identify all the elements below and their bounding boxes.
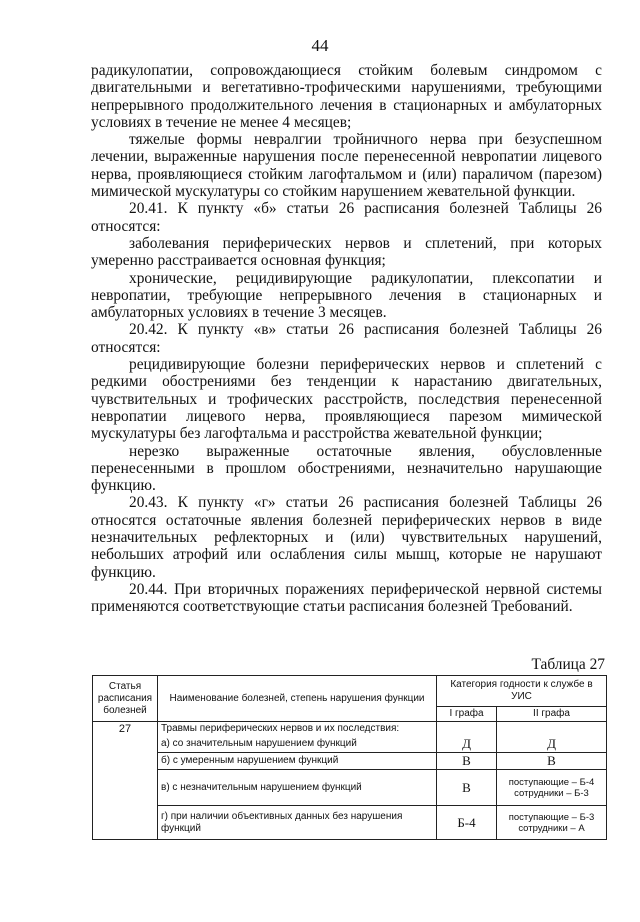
paragraph: тяжелые формы невралгии тройничного нерва при безуспешном лечении, выраженные нарушения после перенесенной невропатии лицевого нерва, проявляющиеся стойким лагофтальмом и (или) параличом (парезом) мимической мускулатуры со стойким нарушением жевательной функции. [91, 131, 602, 201]
paragraph: 20.44. При вторичных поражениях периферической нервной системы применяются соответствующие статьи расписания болезней Требований. [91, 580, 602, 616]
paragraph: радикулопатии, сопровождающиеся стойким болевым синдромом с двигательными и вегетативно-трофическими нарушениями, требующими непрерывного продолжительного лечения в стационарных и амбулаторных условиях в течение не менее 4 месяцев; [91, 62, 602, 131]
page-number: 44 [311, 36, 329, 55]
header-col-2: II графа [497, 707, 607, 722]
row-grade-1: Д [437, 737, 497, 753]
table-caption: Таблица 27 [531, 656, 605, 673]
header-article: Статья расписания болезней [93, 676, 158, 722]
table-header-row [93, 676, 607, 707]
row-name: а) со значительным нарушением функций [158, 737, 437, 753]
row-grade-1: В [437, 753, 497, 770]
header-col-1: I графа [437, 707, 497, 722]
row-name: в) с незначительным нарушением функций [158, 770, 437, 806]
header-disease-name: Наименование болезней, степень нарушения функции [158, 676, 437, 722]
table-row [93, 737, 607, 753]
paragraph: 20.41. К пункту «б» статьи 26 расписания болезней Таблицы 26 относятся: [91, 200, 602, 235]
table-row [93, 806, 607, 840]
header-category: Категория годности к службе в УИС [437, 676, 607, 707]
row-grade-1: Б-4 [437, 806, 497, 840]
row-name: г) при наличии объективных данных без нарушения функций [158, 806, 437, 840]
paragraph: рецидивирующие болезни периферических нервов и сплетений с редкими обострениями без тенденции к нарастанию двигательных, чувствительных и трофических расстройств, последствия перенесенной невропатии лицевого нерва, проявляющиеся парезом мимической мускулатуры без лагофтальма и расстройства жевательной функции; [91, 356, 602, 443]
row-name: б) с умеренным нарушением функций [158, 753, 437, 770]
paragraph: 20.43. К пункту «г» статьи 26 расписания болезней Таблицы 26 относятся остаточные явления болезней периферических нервов в виде незначительных рефлекторных и (или) чувствительных нарушений, небольших атрофий или ослабления силы мышц, которые не нарушают функцию. [91, 494, 602, 581]
row-grade-2: В [497, 753, 607, 770]
body-text [91, 62, 602, 616]
row-grade-2: Д [497, 737, 607, 753]
paragraph: 20.42. К пункту «в» статьи 26 расписания болезней Таблицы 26 относятся: [91, 321, 602, 356]
table-row [93, 753, 607, 770]
table-row [93, 770, 607, 806]
row-grade-2: поступающие – Б-4 сотрудники – Б-3 [497, 770, 607, 806]
paragraph: хронические, рецидивирующие радикулопатии, плексопатии и невропатии, требующие непрерывного лечения в стационарных и амбулаторных условиях в течение 3 месяцев. [91, 269, 602, 322]
row-grade-2: поступающие – Б-3 сотрудники – А [497, 806, 607, 840]
paragraph: заболевания периферических нервов и сплетений, при которых умеренно расстраивается основная функция; [91, 234, 602, 270]
fitness-table [92, 675, 607, 840]
group-title: Травмы периферических нервов и их последствия: [158, 722, 437, 737]
table-row [93, 722, 607, 737]
row-grade-1: В [437, 770, 497, 806]
article-number: 27 [93, 722, 158, 840]
paragraph: нерезко выраженные остаточные явления, обусловленные перенесенными в прошлом обострениями, незначительно нарушающие функцию. [91, 442, 602, 495]
